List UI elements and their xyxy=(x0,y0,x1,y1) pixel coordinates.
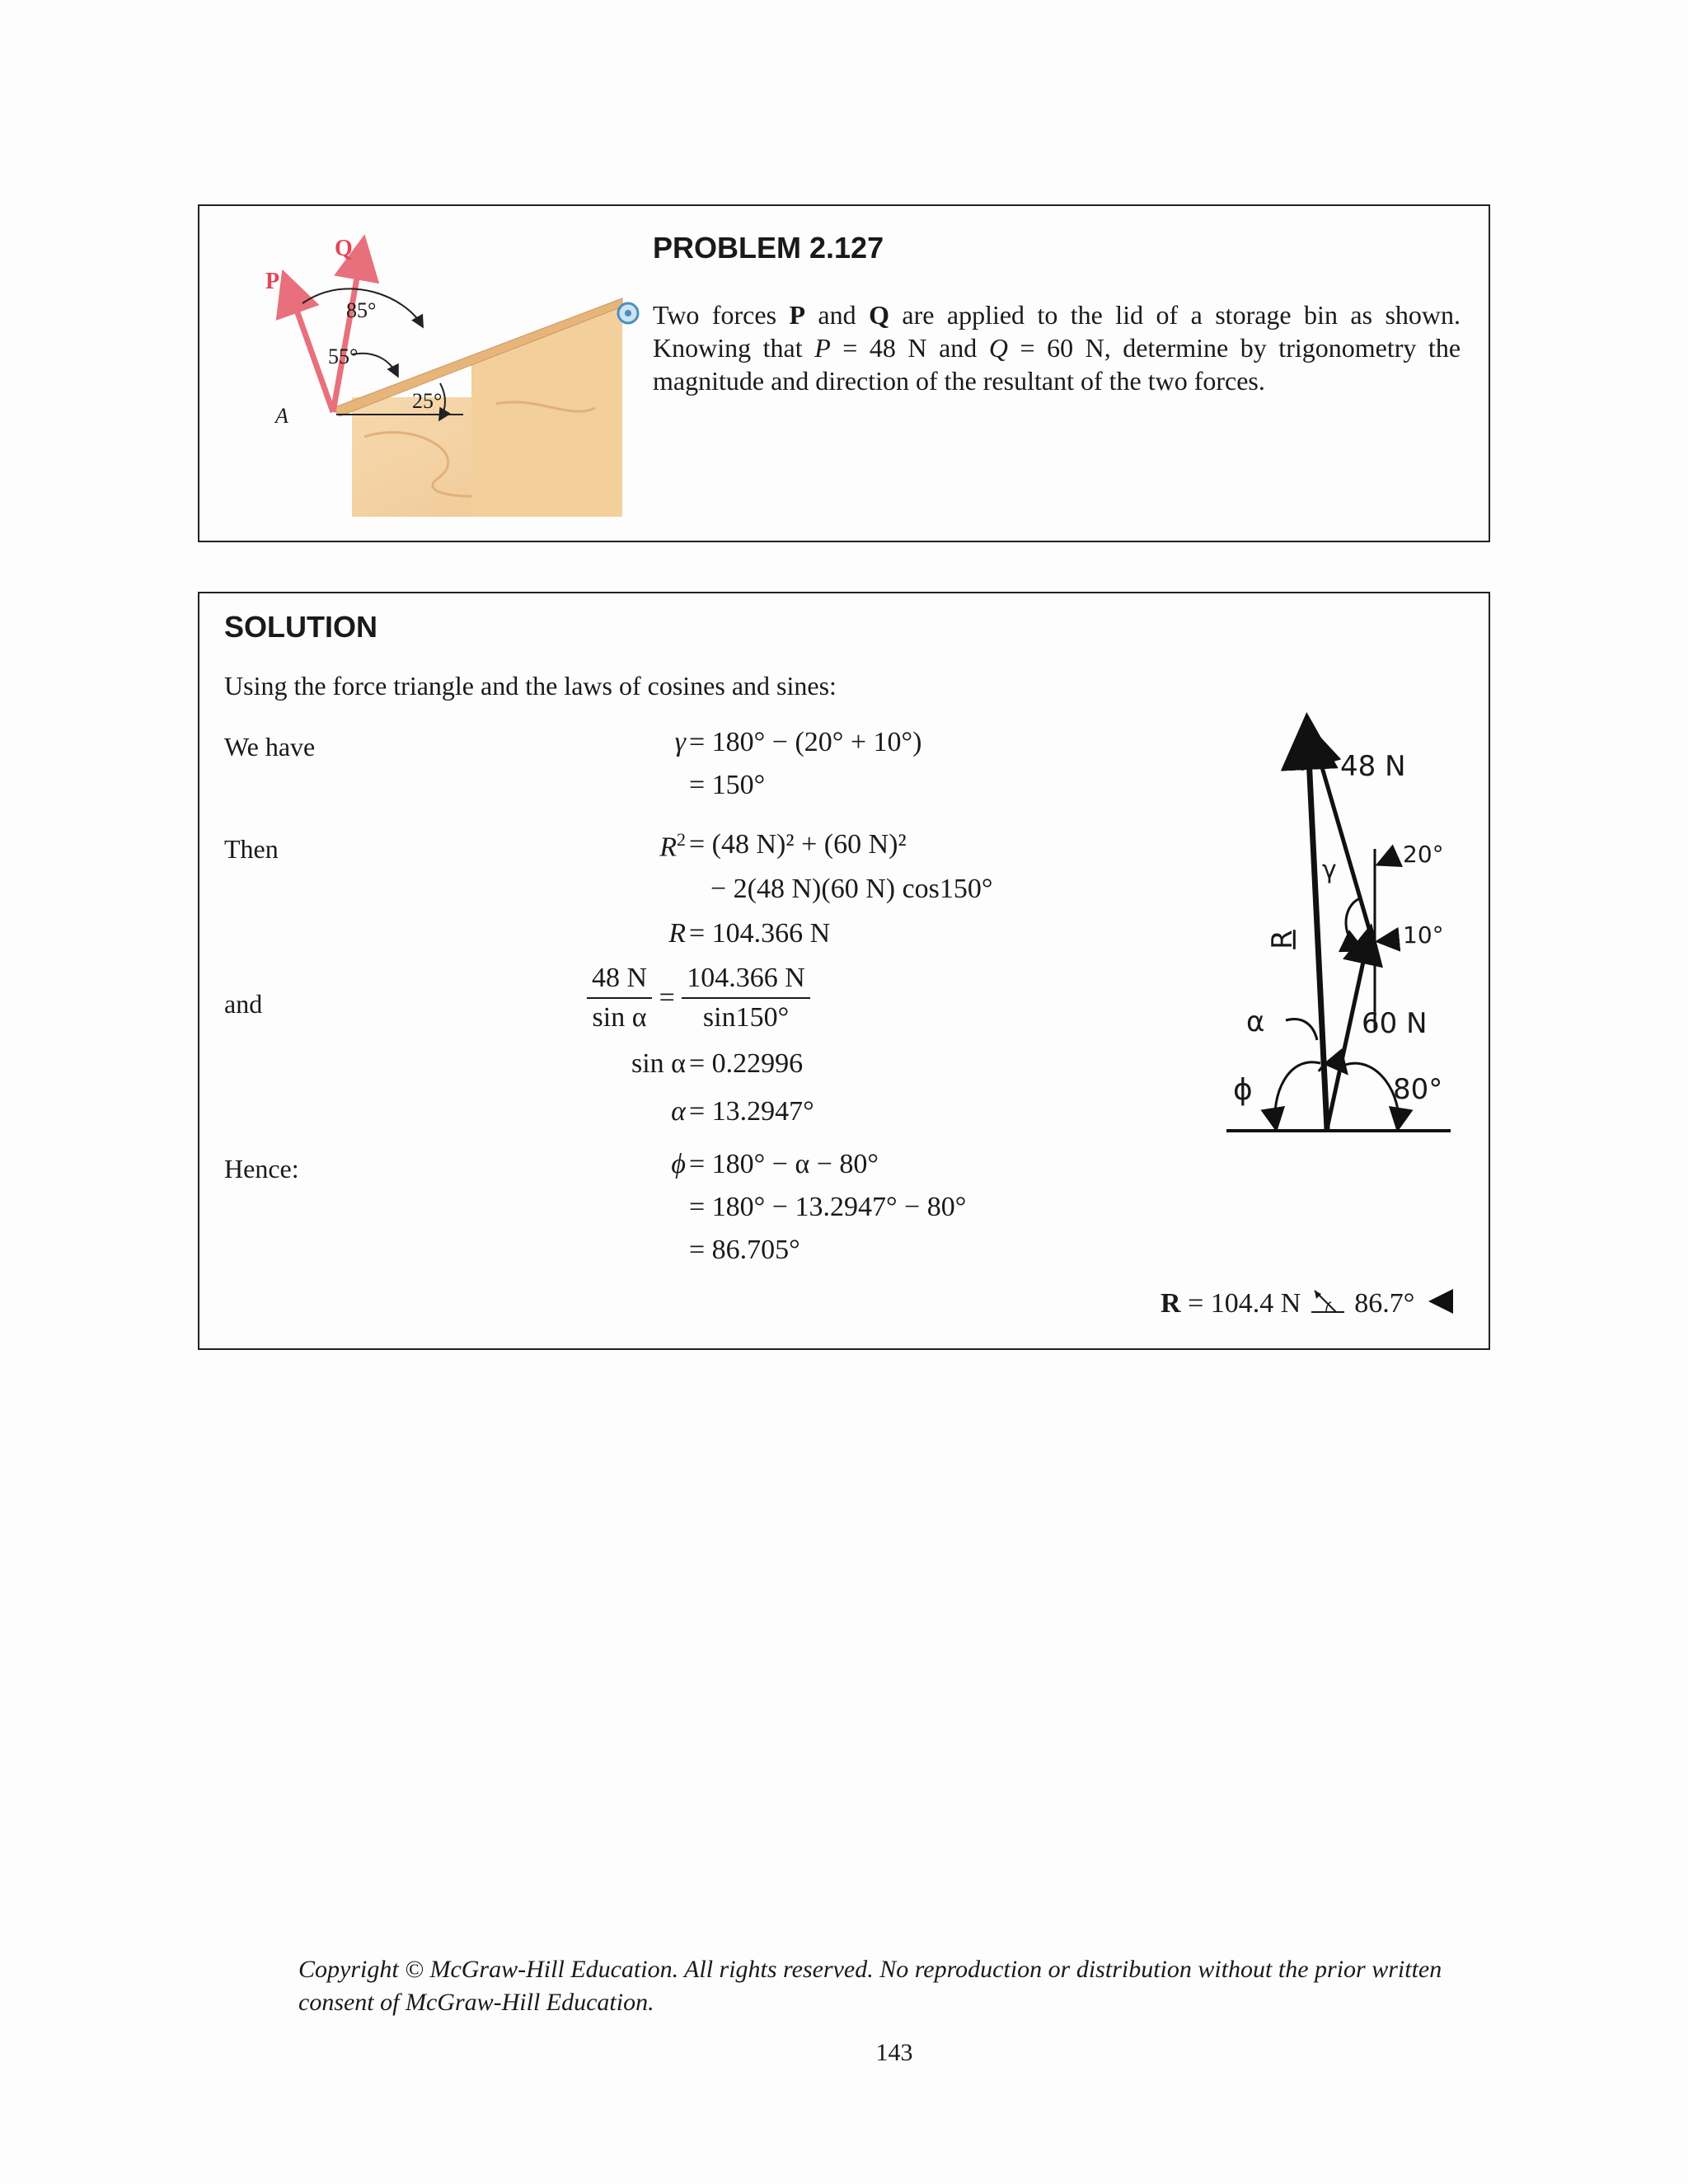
eq-phi-lhs: ϕ xyxy=(671,1149,686,1179)
eq-alpha-lhs: α xyxy=(671,1096,686,1127)
figure-label-85: 85° xyxy=(346,298,377,322)
sketch-label-48n: 48 N xyxy=(1340,750,1406,783)
sketch-label-20deg: 20° xyxy=(1403,841,1444,868)
eq-sin-rhs: = 0.22996 xyxy=(689,1048,804,1079)
figure-label-q: Q xyxy=(335,236,353,261)
label-hence: Hence: xyxy=(224,1154,299,1183)
label-and: and xyxy=(224,989,263,1019)
label-we-have: We have xyxy=(224,732,316,762)
sketch-label-gamma: γ xyxy=(1322,855,1337,884)
solution-box xyxy=(198,592,1490,1350)
sketch-label-80deg: 80° xyxy=(1393,1073,1443,1106)
problem-box xyxy=(198,204,1490,542)
sketch-label-phi: ϕ xyxy=(1233,1073,1253,1107)
eq-r2-lhs: $R^2$ xyxy=(659,829,686,863)
bin-back-panel xyxy=(471,305,622,517)
figure-label-55: 55° xyxy=(328,344,359,368)
eq-r2-rhs2: − 2(48 N)(60 N) cos150° xyxy=(710,874,993,904)
sketch-label-alpha: α xyxy=(1246,1005,1265,1038)
solution-heading: SOLUTION xyxy=(224,610,377,644)
figure-label-a: A xyxy=(275,404,288,428)
eq-phi-rhs2: = 180° − 13.2947° − 80° xyxy=(689,1192,967,1222)
label-then: Then xyxy=(224,834,279,864)
eq-gamma-rhs2: = 150° xyxy=(689,770,766,800)
final-answer: R = 104.4 N 86.7° xyxy=(1160,1287,1455,1319)
figure-label-p: P xyxy=(265,269,280,294)
force-p-arrow xyxy=(286,280,333,412)
problem-heading: PROBLEM 2.127 xyxy=(653,231,884,265)
figure-label-25: 25° xyxy=(412,389,443,413)
eq-gamma-lhs: γ xyxy=(674,727,686,757)
sketch-label-10deg: 10° xyxy=(1403,921,1444,949)
eq-phi-rhs1: = 180° − α − 80° xyxy=(689,1149,879,1179)
sketch-r-vector xyxy=(1307,724,1327,1129)
sketch-label-60n: 60 N xyxy=(1362,1007,1428,1040)
solution-intro: Using the force triangle and the laws of cosines and sines: xyxy=(224,671,837,701)
eq-gamma-rhs1: = 180° − (20° + 10°) xyxy=(689,727,922,757)
eq-alpha-rhs: = 13.2947° xyxy=(689,1096,814,1127)
sketch-label-r: R xyxy=(1265,930,1299,949)
answer-marker-icon xyxy=(1427,1287,1455,1315)
force-q-arrow xyxy=(333,246,363,412)
eq-r-rhs: = 104.366 N xyxy=(689,918,831,949)
eq-law-of-sines: $\frac{48 N}{\text{sin α}}$ = $\frac{104.366 N}{\sin 150^\circ}$ xyxy=(587,963,810,1033)
eq-r-lhs: R xyxy=(668,918,686,949)
copyright-notice: Copyright © McGraw-Hill Education. All rights reserved. No reproduction or distribution without the prior written consent of McGraw-Hill Education. xyxy=(298,1956,1442,2016)
eq-phi-rhs3: = 86.705° xyxy=(689,1235,800,1265)
page-number: 143 xyxy=(875,2039,913,2066)
angle-direction-icon xyxy=(1308,1287,1348,1315)
eq-r2-rhs1: = (48 N)² + (60 N)² xyxy=(689,829,907,860)
problem-statement: Two forces P and Q are applied to the lid of a storage bin as shown. Knowing that P = 48 N and Q = 60 N, determine by trigonometry the magnitude and direction of the resultant of the two forces. xyxy=(653,300,1461,396)
eq-sin-lhs: sin α xyxy=(631,1048,686,1079)
